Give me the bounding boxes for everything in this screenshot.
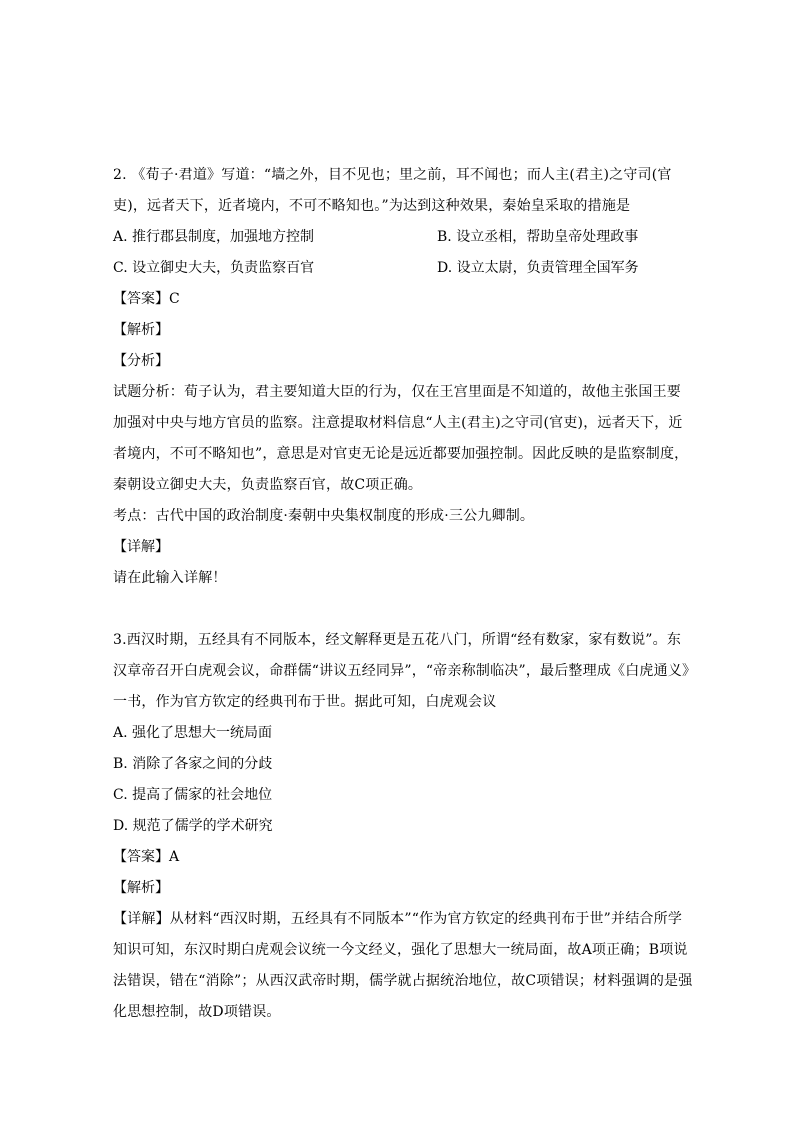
question-3-analysis-heading: 【解析】: [113, 880, 169, 896]
question-2-detail-heading: 【详解】: [113, 539, 169, 555]
question-3-detail: 【详解】从材料“西汉时期，五经具有不同版本”“作为官方钦定的经典刊布于世”并结合所学知识可知，东汉时期白虎观会议统一今文经义，强化了思想大一统局面，故A项正确；B项说法错误，错在“消除”；从西汉武帝时期，儒学就占据统治地位，故C项错误；材料强调的是强化思想控制，故D项错误。: [113, 911, 693, 1020]
question-2-stem: 2. 《荀子·君道》写道：“墙之外，目不见也；里之前，耳不闻也；而人主(君主)之守司(官吏)，远者天下，近者境内，不可不略知也。”为达到这种效果，秦始皇采取的措施是: [113, 167, 672, 214]
question-3-answer: 【答案】A: [113, 849, 180, 865]
question-2-option-b: B. 设立丞相，帮助皇帝处理政事: [437, 229, 639, 245]
question-2-fenxi-heading: 【分析】: [113, 353, 169, 369]
question-spacer: [113, 594, 694, 625]
question-2-answer: 【答案】C: [113, 291, 180, 307]
question-2-options-row-2: [113, 253, 694, 284]
question-3-option-d: D. 规范了儒学的学术研究: [113, 818, 273, 834]
question-2-option-a: A. 推行郡县制度，加强地方控制: [113, 229, 315, 245]
question-2-analysis-heading: 【解析】: [113, 322, 169, 338]
question-3-option-c: C. 提高了儒家的社会地位: [113, 787, 273, 803]
question-2-kaodian: 考点：古代中国的政治制度·秦朝中央集权制度的形成·三公九卿制。: [113, 508, 535, 524]
question-2-options-row-1: [113, 222, 694, 253]
question-3-stem: 3.西汉时期，五经具有不同版本，经文解释更是五花八门，所谓“经有数家，家有数说”。东汉章帝召开白虎观会议，命群儒“讲议五经同异”，“帝亲称制临决”，最后整理成《白虎通义》一书，作为官方钦定的经典刊布于世。据此可知，白虎观会议: [113, 632, 690, 710]
question-2-detail-body: 请在此输入详解！: [113, 570, 227, 586]
question-2-fenxi-body: 试题分析：荀子认为，君主要知道大臣的行为，仅在王宫里面是不知道的，故他主张国王要加强对中央与地方官员的监察。注意提取材料信息“人主(君主)之守司(官吏)，远者天下，近者境内，不可不略知也”，意思是对官吏无论是远近都要加强控制。因此反映的是监察制度，秦朝设立御史大夫，负责监察百官，故C项正确。: [113, 384, 689, 493]
question-2-option-d: D. 设立太尉，负责管理全国军务: [437, 260, 639, 276]
question-3-option-a: A. 强化了思想大一统局面: [113, 725, 273, 741]
question-3-option-b: B. 消除了各家之间的分歧: [113, 756, 273, 772]
question-2-option-c: C. 设立御史大夫，负责监察百官: [113, 260, 315, 276]
